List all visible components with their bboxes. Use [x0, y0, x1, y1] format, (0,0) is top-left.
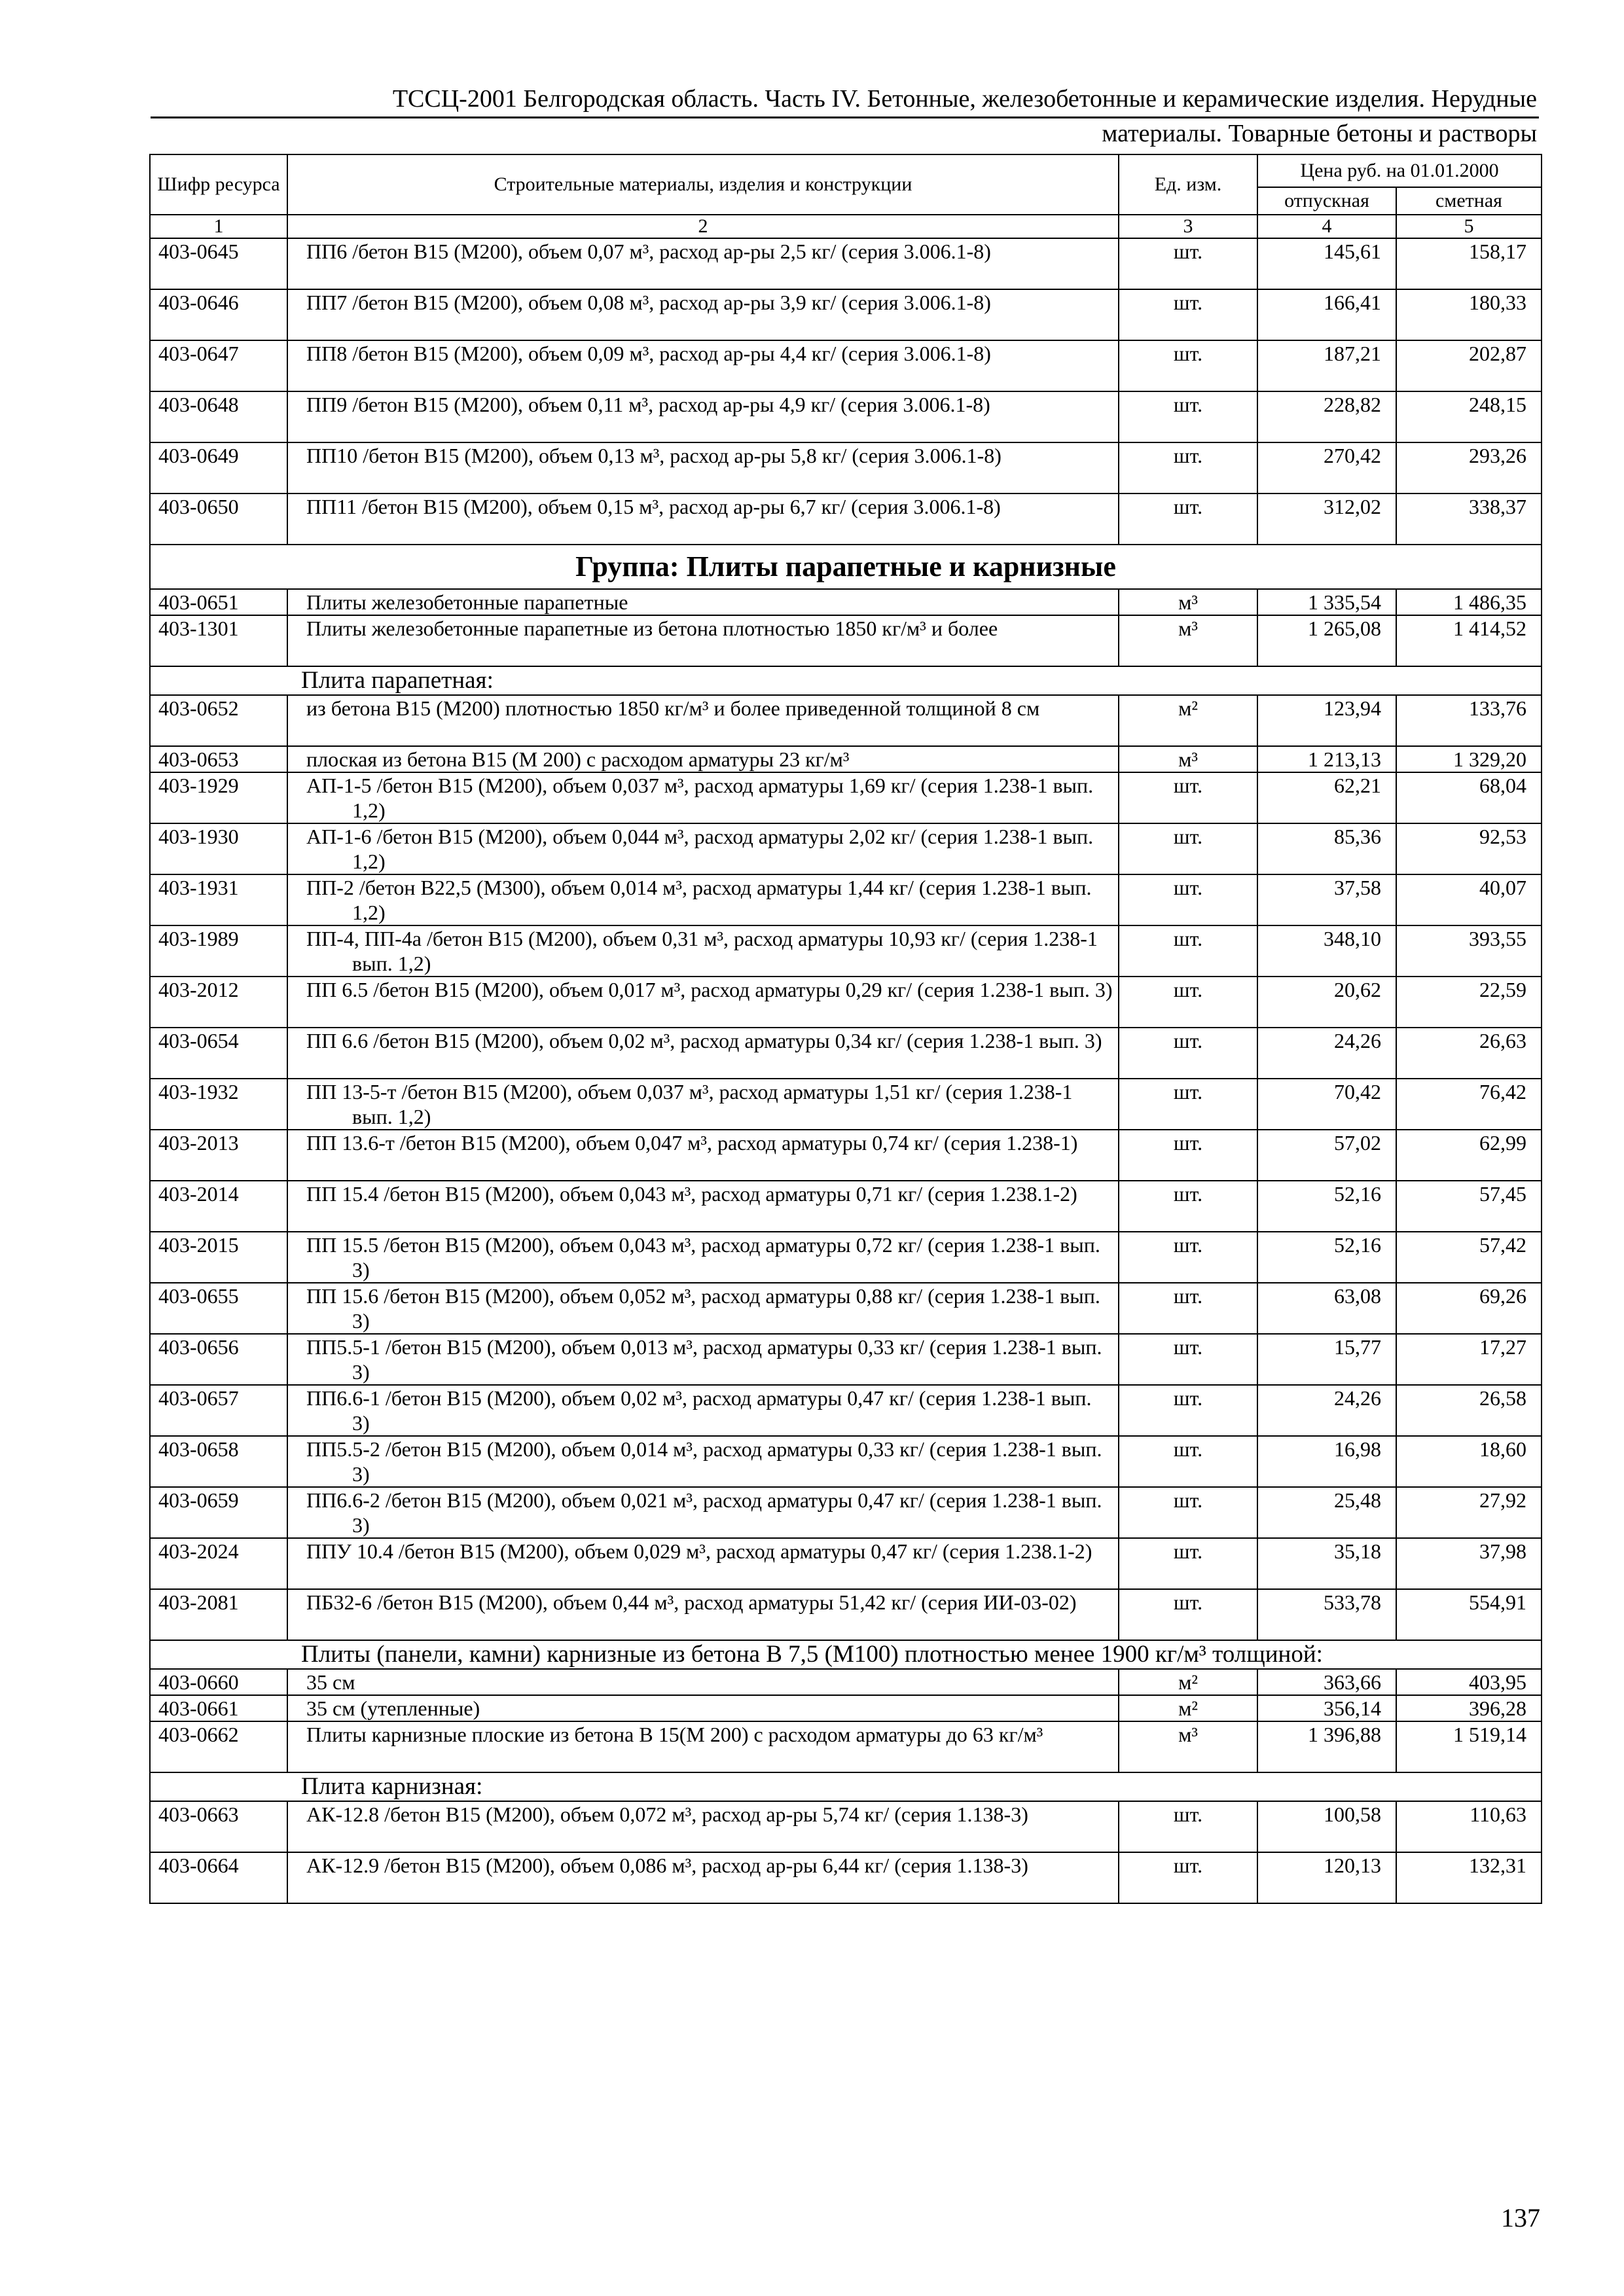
resource-code: 403-0658 [150, 1436, 287, 1487]
release-price: 70,42 [1257, 1079, 1396, 1130]
estimate-price: 158,17 [1396, 238, 1542, 289]
material-name: Плиты железобетонные парапетные [306, 590, 628, 614]
subgroup-title-row [150, 1772, 1542, 1801]
release-price: 52,16 [1257, 1181, 1396, 1232]
col-header-code: Шифр ресурса [150, 154, 287, 215]
unit-cell: шт. [1119, 442, 1257, 493]
unit-cell: м² [1119, 1695, 1257, 1721]
material-cell [287, 1385, 1119, 1436]
table-row [150, 874, 1542, 925]
table-row [150, 977, 1542, 1028]
table-row [150, 1334, 1542, 1385]
material-name: 35 см [306, 1670, 355, 1694]
material-cell [287, 823, 1119, 874]
resource-code: 403-0657 [150, 1385, 287, 1436]
release-price: 348,10 [1257, 925, 1396, 977]
release-price: 363,66 [1257, 1669, 1396, 1695]
material-name: ПП6 /бетон В15 (М200), объем 0,07 м³, расход ар-ры 2,5 кг/ (серия 3.006.1-8) [306, 240, 991, 263]
unit-cell: шт. [1119, 823, 1257, 874]
table-row [150, 1028, 1542, 1079]
material-cell [287, 1487, 1119, 1538]
resource-code: 403-0645 [150, 238, 287, 289]
unit-cell: м² [1119, 1669, 1257, 1695]
material-name: ПП 6.5 /бетон В15 (М200), объем 0,017 м³, расход арматуры 0,29 кг/ (серия 1.238-1 вып. 3) [306, 978, 1113, 1001]
release-price: 145,61 [1257, 238, 1396, 289]
estimate-price: 202,87 [1396, 340, 1542, 391]
table-row [150, 1721, 1542, 1772]
resource-code: 403-0661 [150, 1695, 287, 1721]
release-price: 57,02 [1257, 1130, 1396, 1181]
material-name: ПП 15.6 /бетон В15 (М200), объем 0,052 м³, расход арматуры 0,88 кг/ (серия 1.238-1 вып. 3) [306, 1284, 1100, 1333]
resource-code: 403-0654 [150, 1028, 287, 1079]
resource-code: 403-0647 [150, 340, 287, 391]
unit-cell: шт. [1119, 874, 1257, 925]
subgroup-title-row [150, 1640, 1542, 1669]
col-number: 1 [150, 215, 287, 238]
unit-cell: м³ [1119, 589, 1257, 615]
unit-cell: шт. [1119, 1232, 1257, 1283]
release-price: 123,94 [1257, 695, 1396, 746]
resource-code: 403-0656 [150, 1334, 287, 1385]
estimate-price: 68,04 [1396, 772, 1542, 823]
material-cell [287, 1721, 1119, 1772]
group-title-row [150, 545, 1542, 589]
unit-cell: шт. [1119, 1028, 1257, 1079]
material-cell [287, 589, 1119, 615]
release-price: 228,82 [1257, 391, 1396, 442]
unit-cell: шт. [1119, 1283, 1257, 1334]
estimate-price: 1 414,52 [1396, 615, 1542, 666]
material-cell [287, 1028, 1119, 1079]
running-header-line1: ТССЦ-2001 Белгородская область. Часть IV. Бетонные, железобетонные и керамические изделия. Нерудные [392, 85, 1537, 113]
table-row [150, 925, 1542, 977]
release-price: 120,13 [1257, 1852, 1396, 1903]
unit-cell: м³ [1119, 746, 1257, 772]
unit-cell: шт. [1119, 340, 1257, 391]
material-cell [287, 1130, 1119, 1181]
page-number: 137 [1501, 2203, 1540, 2233]
material-cell [287, 1334, 1119, 1385]
material-name: ПП 15.4 /бетон В15 (М200), объем 0,043 м³, расход арматуры 0,71 кг/ (серия 1.238.1-2) [306, 1182, 1077, 1206]
estimate-price: 22,59 [1396, 977, 1542, 1028]
col-number: 4 [1257, 215, 1396, 238]
material-name: ПП 15.5 /бетон В15 (М200), объем 0,043 м³, расход арматуры 0,72 кг/ (серия 1.238-1 вып. 3) [306, 1233, 1100, 1282]
table-row [150, 391, 1542, 442]
table-row [150, 1436, 1542, 1487]
subgroup-title: Плиты (панели, камни) карнизные из бетона В 7,5 (М100) плотностью менее 1900 кг/м³ толщиной: [150, 1640, 1542, 1669]
estimate-price: 403,95 [1396, 1669, 1542, 1695]
unit-cell: шт. [1119, 925, 1257, 977]
release-price: 312,02 [1257, 493, 1396, 545]
material-cell [287, 977, 1119, 1028]
material-cell [287, 1801, 1119, 1852]
estimate-price: 248,15 [1396, 391, 1542, 442]
release-price: 270,42 [1257, 442, 1396, 493]
release-price: 35,18 [1257, 1538, 1396, 1589]
material-name: АК-12.9 /бетон В15 (М200), объем 0,086 м³, расход ар-ры 6,44 кг/ (серия 1.138-3) [306, 1854, 1028, 1877]
col-number: 2 [287, 215, 1119, 238]
table-row [150, 238, 1542, 289]
resource-code: 403-0648 [150, 391, 287, 442]
estimate-price: 57,45 [1396, 1181, 1542, 1232]
table-header-row [150, 154, 1542, 187]
price-table-body [150, 154, 1542, 1903]
release-price: 52,16 [1257, 1232, 1396, 1283]
material-name: ПП-2 /бетон В22,5 (М300), объем 0,014 м³, расход арматуры 1,44 кг/ (серия 1.238-1 вып. 1,2) [306, 876, 1092, 924]
estimate-price: 110,63 [1396, 1801, 1542, 1852]
release-price: 1 213,13 [1257, 746, 1396, 772]
release-price: 85,36 [1257, 823, 1396, 874]
release-price: 187,21 [1257, 340, 1396, 391]
material-cell [287, 340, 1119, 391]
material-cell [287, 1181, 1119, 1232]
unit-cell: шт. [1119, 1538, 1257, 1589]
col-header-unit: Ед. изм. [1119, 154, 1257, 215]
estimate-price: 396,28 [1396, 1695, 1542, 1721]
resource-code: 403-2013 [150, 1130, 287, 1181]
release-price: 533,78 [1257, 1589, 1396, 1640]
material-name: ПП6.6-1 /бетон В15 (М200), объем 0,02 м³, расход арматуры 0,47 кг/ (серия 1.238-1 вып. 3) [306, 1386, 1092, 1435]
resource-code: 403-1932 [150, 1079, 287, 1130]
unit-cell: шт. [1119, 1385, 1257, 1436]
estimate-price: 338,37 [1396, 493, 1542, 545]
table-row [150, 289, 1542, 340]
resource-code: 403-2015 [150, 1232, 287, 1283]
unit-cell: м² [1119, 695, 1257, 746]
material-name: 35 см (утепленные) [306, 1696, 480, 1720]
estimate-price: 92,53 [1396, 823, 1542, 874]
material-cell [287, 1589, 1119, 1640]
estimate-price: 62,99 [1396, 1130, 1542, 1181]
unit-cell: шт. [1119, 977, 1257, 1028]
material-cell [287, 925, 1119, 977]
material-cell [287, 1436, 1119, 1487]
resource-code: 403-0663 [150, 1801, 287, 1852]
release-price: 24,26 [1257, 1385, 1396, 1436]
release-price: 62,21 [1257, 772, 1396, 823]
unit-cell: шт. [1119, 238, 1257, 289]
col-header-price: Цена руб. на 01.01.2000 [1257, 154, 1542, 187]
estimate-price: 180,33 [1396, 289, 1542, 340]
estimate-price: 132,31 [1396, 1852, 1542, 1903]
resource-code: 403-0646 [150, 289, 287, 340]
material-name: ПП9 /бетон В15 (М200), объем 0,11 м³, расход ар-ры 4,9 кг/ (серия 3.006.1-8) [306, 393, 990, 416]
estimate-price: 1 519,14 [1396, 1721, 1542, 1772]
release-price: 166,41 [1257, 289, 1396, 340]
resource-code: 403-0662 [150, 1721, 287, 1772]
release-price: 25,48 [1257, 1487, 1396, 1538]
unit-cell: шт. [1119, 391, 1257, 442]
resource-code: 403-2014 [150, 1181, 287, 1232]
material-name: ПП7 /бетон В15 (М200), объем 0,08 м³, расход ар-ры 3,9 кг/ (серия 3.006.1-8) [306, 291, 991, 314]
resource-code: 403-0649 [150, 442, 287, 493]
estimate-price: 18,60 [1396, 1436, 1542, 1487]
table-row [150, 746, 1542, 772]
release-price: 15,77 [1257, 1334, 1396, 1385]
material-cell [287, 1232, 1119, 1283]
unit-cell: шт. [1119, 1487, 1257, 1538]
resource-code: 403-1931 [150, 874, 287, 925]
table-row [150, 1695, 1542, 1721]
material-name: ПП10 /бетон В15 (М200), объем 0,13 м³, расход ар-ры 5,8 кг/ (серия 3.006.1-8) [306, 444, 1001, 467]
material-cell [287, 772, 1119, 823]
estimate-price: 27,92 [1396, 1487, 1542, 1538]
table-row [150, 493, 1542, 545]
resource-code: 403-0653 [150, 746, 287, 772]
material-name: ПП-4, ПП-4а /бетон В15 (М200), объем 0,31 м³, расход арматуры 10,93 кг/ (серия 1.238-1 вып. 1,2) [306, 927, 1098, 975]
material-cell [287, 1695, 1119, 1721]
table-row [150, 1130, 1542, 1181]
estimate-price: 393,55 [1396, 925, 1542, 977]
col-header-release: отпускная [1257, 187, 1396, 215]
material-name: ПБ32-6 /бетон В15 (М200), объем 0,44 м³, расход арматуры 51,42 кг/ (серия ИИ-03-02) [306, 1590, 1077, 1614]
table-row [150, 1181, 1542, 1232]
material-name: ПП 13.6-т /бетон В15 (М200), объем 0,047 м³, расход арматуры 0,74 кг/ (серия 1.238-1) [306, 1131, 1078, 1155]
table-row [150, 823, 1542, 874]
table-row [150, 1283, 1542, 1334]
material-cell [287, 238, 1119, 289]
table-row [150, 442, 1542, 493]
resource-code: 403-1989 [150, 925, 287, 977]
group-title: Группа: Плиты парапетные и карнизные [150, 545, 1542, 589]
material-name: АП-1-5 /бетон В15 (М200), объем 0,037 м³, расход арматуры 1,69 кг/ (серия 1.238-1 вып. 1,2) [306, 774, 1094, 822]
estimate-price: 26,58 [1396, 1385, 1542, 1436]
material-cell [287, 391, 1119, 442]
col-header-materials: Строительные материалы, изделия и конструкции [287, 154, 1119, 215]
unit-cell: шт. [1119, 1181, 1257, 1232]
material-cell [287, 1669, 1119, 1695]
resource-code: 403-2081 [150, 1589, 287, 1640]
resource-code: 403-2024 [150, 1538, 287, 1589]
unit-cell: шт. [1119, 772, 1257, 823]
subgroup-title: Плита карнизная: [150, 1772, 1542, 1801]
unit-cell: шт. [1119, 1130, 1257, 1181]
resource-code: 403-0660 [150, 1669, 287, 1695]
estimate-price: 57,42 [1396, 1232, 1542, 1283]
release-price: 20,62 [1257, 977, 1396, 1028]
material-name: Плиты железобетонные парапетные из бетона плотностью 1850 кг/м³ и более [306, 617, 998, 640]
material-name: АП-1-6 /бетон В15 (М200), объем 0,044 м³, расход арматуры 2,02 кг/ (серия 1.238-1 вып. 1,2) [306, 825, 1094, 873]
material-name: Плиты карнизные плоские из бетона В 15(М 200) с расходом арматуры до 63 кг/м³ [306, 1723, 1043, 1746]
material-name: ПП6.6-2 /бетон В15 (М200), объем 0,021 м³, расход арматуры 0,47 кг/ (серия 1.238-1 вып. 3) [306, 1488, 1102, 1537]
unit-cell: шт. [1119, 493, 1257, 545]
material-cell [287, 1538, 1119, 1589]
unit-cell: м³ [1119, 1721, 1257, 1772]
release-price: 24,26 [1257, 1028, 1396, 1079]
material-name: ПП 13-5-т /бетон В15 (М200), объем 0,037 м³, расход арматуры 1,51 кг/ (серия 1.238-1 вып. 1,2) [306, 1080, 1073, 1128]
table-row [150, 1589, 1542, 1640]
material-name: ПП11 /бетон В15 (М200), объем 0,15 м³, расход ар-ры 6,7 кг/ (серия 3.006.1-8) [306, 495, 1001, 518]
unit-cell: шт. [1119, 1079, 1257, 1130]
resource-code: 403-2012 [150, 977, 287, 1028]
material-name: ПП5.5-2 /бетон В15 (М200), объем 0,014 м³, расход арматуры 0,33 кг/ (серия 1.238-1 вып. 3) [306, 1437, 1102, 1486]
release-price: 1 335,54 [1257, 589, 1396, 615]
release-price: 356,14 [1257, 1695, 1396, 1721]
estimate-price: 133,76 [1396, 695, 1542, 746]
material-cell [287, 874, 1119, 925]
unit-cell: шт. [1119, 1852, 1257, 1903]
table-row [150, 1538, 1542, 1589]
resource-code: 403-0651 [150, 589, 287, 615]
running-header-line2: материалы. Товарные бетоны и растворы [1102, 120, 1537, 147]
subgroup-title-row [150, 666, 1542, 695]
release-price: 37,58 [1257, 874, 1396, 925]
table-row [150, 1852, 1542, 1903]
release-price: 63,08 [1257, 1283, 1396, 1334]
unit-cell: шт. [1119, 1436, 1257, 1487]
resource-code: 403-0652 [150, 695, 287, 746]
material-cell [287, 493, 1119, 545]
col-number: 3 [1119, 215, 1257, 238]
table-row [150, 1487, 1542, 1538]
resource-code: 403-1929 [150, 772, 287, 823]
table-row [150, 1801, 1542, 1852]
material-cell [287, 695, 1119, 746]
material-name: из бетона В15 (М200) плотностью 1850 кг/м³ и более приведенной толщиной 8 см [306, 696, 1040, 720]
resource-code: 403-0659 [150, 1487, 287, 1538]
table-row [150, 1669, 1542, 1695]
unit-cell: шт. [1119, 289, 1257, 340]
material-name: ПП5.5-1 /бетон В15 (М200), объем 0,013 м³, расход арматуры 0,33 кг/ (серия 1.238-1 вып. 3) [306, 1335, 1102, 1384]
col-header-estimate: сметная [1396, 187, 1542, 215]
estimate-price: 40,07 [1396, 874, 1542, 925]
estimate-price: 17,27 [1396, 1334, 1542, 1385]
material-cell [287, 615, 1119, 666]
material-name: ПП 6.6 /бетон В15 (М200), объем 0,02 м³, расход арматуры 0,34 кг/ (серия 1.238-1 вып. 3) [306, 1029, 1102, 1052]
material-cell [287, 289, 1119, 340]
estimate-price: 37,98 [1396, 1538, 1542, 1589]
unit-cell: шт. [1119, 1801, 1257, 1852]
material-name: АК-12.8 /бетон В15 (М200), объем 0,072 м³, расход ар-ры 5,74 кг/ (серия 1.138-3) [306, 1803, 1028, 1826]
material-name: ППУ 10.4 /бетон В15 (М200), объем 0,029 м³, расход арматуры 0,47 кг/ (серия 1.238.1-2) [306, 1539, 1092, 1563]
table-row [150, 340, 1542, 391]
resource-code: 403-0655 [150, 1283, 287, 1334]
estimate-price: 69,26 [1396, 1283, 1542, 1334]
material-name: плоская из бетона В15 (М 200) с расходом арматуры 23 кг/м³ [306, 747, 850, 771]
estimate-price: 26,63 [1396, 1028, 1542, 1079]
subgroup-title: Плита парапетная: [150, 666, 1542, 695]
unit-cell: шт. [1119, 1334, 1257, 1385]
material-cell [287, 442, 1119, 493]
table-row [150, 695, 1542, 746]
table-row [150, 615, 1542, 666]
estimate-price: 293,26 [1396, 442, 1542, 493]
column-number-row [150, 215, 1542, 238]
resource-code: 403-0664 [150, 1852, 287, 1903]
estimate-price: 554,91 [1396, 1589, 1542, 1640]
price-table [149, 154, 1542, 1904]
col-number: 5 [1396, 215, 1542, 238]
release-price: 1 396,88 [1257, 1721, 1396, 1772]
estimate-price: 1 486,35 [1396, 589, 1542, 615]
unit-cell: шт. [1119, 1589, 1257, 1640]
table-row [150, 1385, 1542, 1436]
estimate-price: 76,42 [1396, 1079, 1542, 1130]
estimate-price: 1 329,20 [1396, 746, 1542, 772]
unit-cell: м³ [1119, 615, 1257, 666]
resource-code: 403-1930 [150, 823, 287, 874]
resource-code: 403-1301 [150, 615, 287, 666]
release-price: 100,58 [1257, 1801, 1396, 1852]
table-row [150, 1232, 1542, 1283]
material-cell [287, 1079, 1119, 1130]
resource-code: 403-0650 [150, 493, 287, 545]
material-cell [287, 1852, 1119, 1903]
table-row [150, 1079, 1542, 1130]
table-row [150, 589, 1542, 615]
release-price: 16,98 [1257, 1436, 1396, 1487]
material-name: ПП8 /бетон В15 (М200), объем 0,09 м³, расход ар-ры 4,4 кг/ (серия 3.006.1-8) [306, 342, 991, 365]
table-row [150, 772, 1542, 823]
material-cell [287, 746, 1119, 772]
material-cell [287, 1283, 1119, 1334]
release-price: 1 265,08 [1257, 615, 1396, 666]
